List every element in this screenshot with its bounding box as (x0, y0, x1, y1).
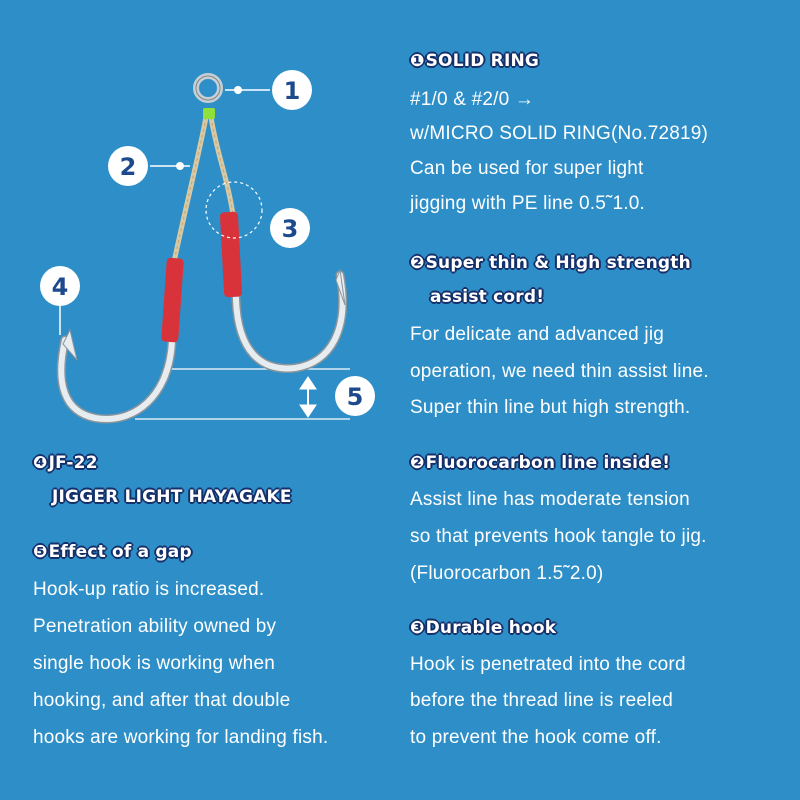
callout-2 (108, 146, 148, 186)
fluorocarbon-line-3: (Fluorocarbon 1.5˜2.0) (410, 563, 604, 584)
callout-1-label: 1 (283, 77, 301, 105)
gap-arrow-icon (300, 377, 316, 417)
durable-hook-line-3: to prevent the hook come off. (410, 727, 662, 748)
callout-2-label: 2 (119, 153, 137, 181)
thread-wrap (203, 108, 215, 119)
solid-ring-line-2: w/MICRO SOLID RING(No.72819) (410, 123, 709, 144)
callout-5-label: 5 (346, 383, 364, 411)
gap-effect-line-2: Penetration ability owned by (33, 616, 277, 637)
durable-hook-line-1: Hook is penetrated into the cord (410, 654, 686, 675)
gap-effect-line-4: hooking, and after that double (33, 690, 291, 711)
callout-4 (40, 266, 80, 306)
gap-effect-line-5: hooks are working for landing fish. (33, 727, 329, 748)
callout-4-label: 4 (51, 273, 69, 301)
assist-cord-line-3: Super thin line but high strength. (410, 397, 691, 418)
durable-hook-heading: ❸Durable hook (410, 618, 557, 638)
solid-ring-line-3: Can be used for super light (410, 158, 644, 179)
solid-ring-line-1: #1/0 & #2/0 → (410, 89, 535, 110)
hook-diagram (0, 0, 400, 440)
assist-cord-heading-2: assist cord! (430, 287, 545, 307)
solid-ring-line-4: jigging with PE line 0.5˜1.0. (410, 193, 645, 214)
gap-effect-line-1: Hook-up ratio is increased. (33, 579, 265, 600)
product-code-heading: ❹JF-22 (33, 453, 98, 473)
callout-5 (335, 376, 375, 416)
assist-cord-line-2: operation, we need thin assist line. (410, 361, 709, 382)
gap-effect-line-3: single hook is working when (33, 653, 275, 674)
solid-ring-heading: ❶SOLID RING (410, 51, 540, 71)
fluorocarbon-line-1: Assist line has moderate tension (410, 489, 690, 510)
callout-3 (270, 208, 310, 248)
callout-3-label: 3 (281, 215, 299, 243)
gap-effect-heading: ❺Effect of a gap (33, 542, 192, 562)
callout-1 (272, 70, 312, 110)
assist-cord-line-1: For delicate and advanced jig (410, 324, 665, 345)
product-name-heading: JIGGER LIGHT HAYAGAKE (52, 487, 292, 507)
cord-sleeve-right (220, 212, 242, 298)
fluorocarbon-line-2: so that prevents hook tangle to jig. (410, 526, 707, 547)
cord-sleeve-left (161, 258, 184, 343)
durable-hook-line-2: before the thread line is reeled (410, 690, 674, 711)
fluorocarbon-heading: ❷Fluorocarbon line inside! (410, 453, 671, 473)
assist-cord-heading: ❷Super thin & High strength (410, 253, 691, 273)
